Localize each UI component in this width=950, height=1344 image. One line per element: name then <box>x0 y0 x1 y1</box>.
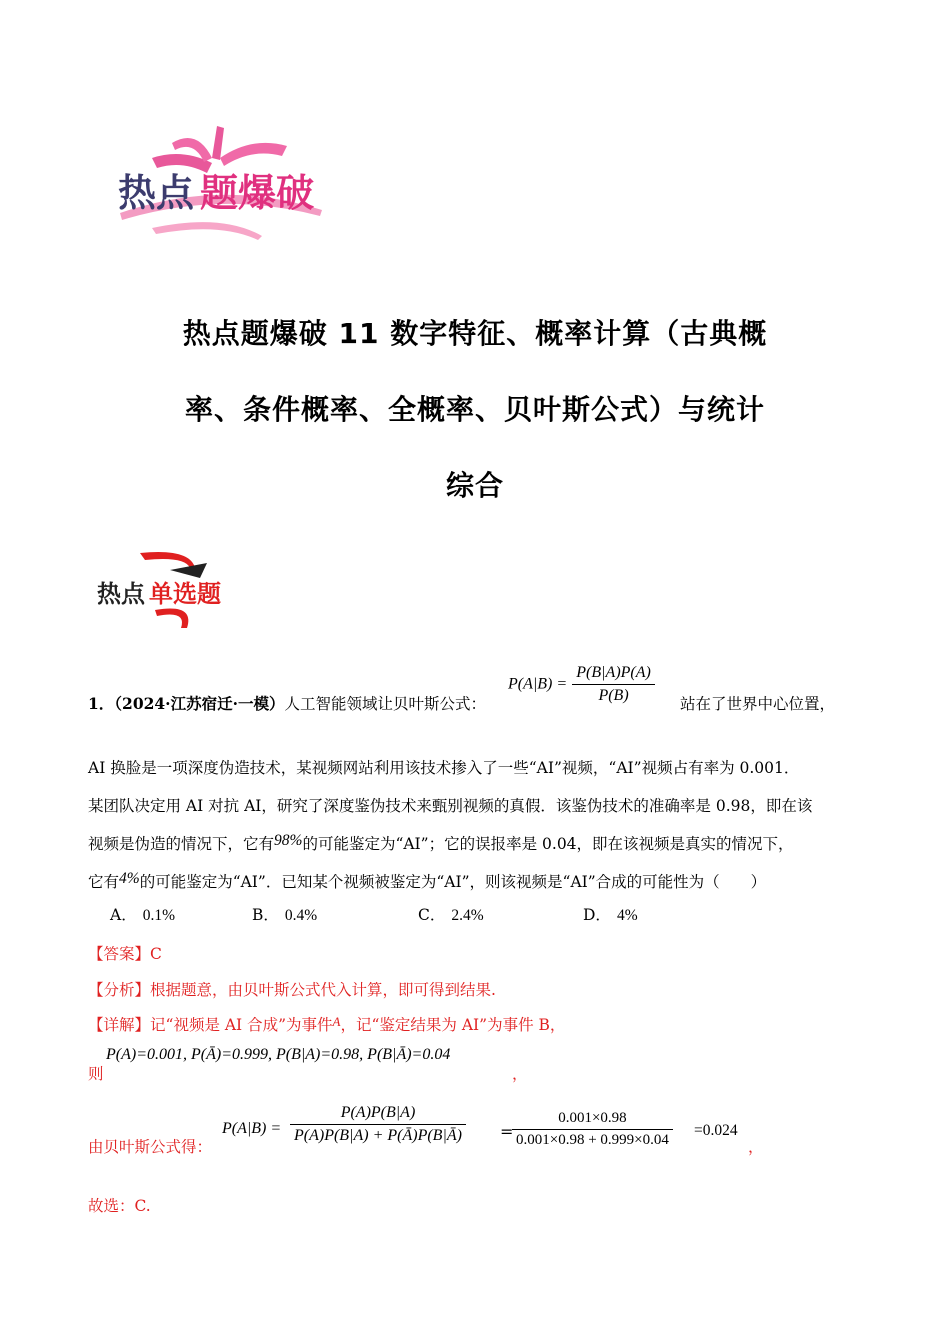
question-intro-tail: 站在了世界中心位置， <box>680 695 836 713</box>
numeric-calc-fraction: $\frac{0.001\times 0.98}{0.001\times 0.98 + 0.999\times 0.04}$ <box>512 1110 673 1149</box>
detail-line-2-prefix: 则 <box>88 1065 104 1083</box>
answer-value: C <box>150 945 162 963</box>
bayes-expanded-fraction: $\frac{P(A)P(B|A)}{P(A)P(B|A) + P(Ā)P(B|Ā)}$ <box>290 1104 466 1145</box>
question-1-line-5: 它有4%的可能鉴定为“AI”．已知某个视频被鉴定为“AI”，则该视频是“AI”合成的可能性为（ ） <box>88 870 767 891</box>
bayes-lhs: P(A|B) = <box>222 1120 282 1137</box>
detail-line-1: 【详解】记“视频是 AI 合成”为事件$^A$，记“鉴定结果为 AI”为事件 B， <box>88 1014 566 1034</box>
result-value: =0.024 <box>694 1122 738 1139</box>
bayes-formula-question: P(A|B) = $\frac{P(B|A)P(A)}{P(B)}$ <box>508 664 655 705</box>
question-1-line-2: AI 换脸是一项深度伪造技术，某视频网站利用该技术掺入了一些“AI”视频，“AI”视频占有率为 0.001． <box>88 759 800 777</box>
question-intro: 人工智能领域让贝叶斯公式： <box>284 695 486 713</box>
book-swoosh-icon <box>112 118 332 240</box>
svg-text:热点: 热点 <box>97 580 145 608</box>
single-choice-section-logo <box>95 548 240 630</box>
detail-line-3-prefix: 由贝叶斯公式得： <box>88 1138 213 1156</box>
option-c[interactable]: C． 2.4% <box>418 906 484 924</box>
probability-values-formula: P(A)=0.001, P(Ā)=0.999, P(B|A)=0.98, P(B|Ā)=0.04 <box>106 1046 451 1063</box>
question-1-line-1 <box>88 692 486 714</box>
question-number: 1． <box>88 694 115 713</box>
option-d[interactable]: D． 4% <box>583 906 638 924</box>
svg-text:单选题: 单选题 <box>149 580 221 608</box>
question-source: （2024·江苏宿迁·一模） <box>114 694 285 713</box>
page-title-line-2: 率、条件概率、全概率、贝叶斯公式）与统计 <box>184 393 765 426</box>
option-a[interactable]: A． 0.1% <box>110 906 175 924</box>
equals-sign: = <box>500 1122 514 1141</box>
question-1-line-4: 视频是伪造的情况下，它有98%的可能鉴定为“AI”；它的误报率是 0.04，即在该视频是真实的情况下， <box>88 832 794 853</box>
hot-topic-logo <box>112 118 332 240</box>
answer-line <box>88 942 162 964</box>
page-title-line-1: 热点题爆破 11 数字特征、概率计算（古典概 <box>182 317 768 350</box>
question-1-line-3: 某团队决定用 AI 对抗 AI，研究了深度鉴伪技术来甄别视频的真假．该鉴伪技术的准确率是 0.98，即在该 <box>88 797 813 815</box>
conclusion-line: 故选：C. <box>88 1197 151 1215</box>
detail-line-3-suffix: ， <box>748 1138 764 1156</box>
swoosh-banner-icon <box>95 548 240 630</box>
detail-line-2-suffix: ， <box>512 1065 528 1083</box>
analysis-line: 【分析】根据题意，由贝叶斯公式代入计算，即可得到结果. <box>88 981 496 999</box>
answer-tag: 【答案】 <box>88 945 151 963</box>
option-b[interactable]: B． 0.4% <box>252 906 318 924</box>
svg-text:热点: 热点 <box>118 171 195 215</box>
svg-text:题爆破: 题爆破 <box>200 171 315 215</box>
page-title-line-3: 综合 <box>445 469 504 502</box>
